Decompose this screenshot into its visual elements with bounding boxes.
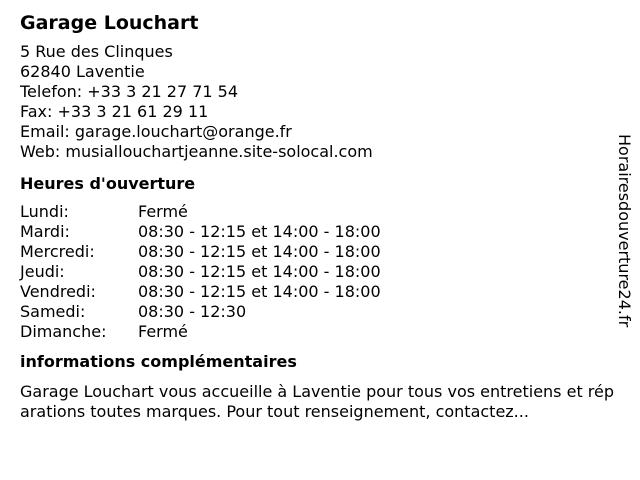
day-hours: Fermé	[138, 322, 188, 341]
day-label: Dimanche:	[20, 322, 107, 341]
day-hours: 08:30 - 12:15 et 14:00 - 18:00	[138, 222, 381, 241]
website-address: Web: musiallouchartjeanne.site-solocal.com	[20, 142, 373, 161]
day-hours: 08:30 - 12:30	[138, 302, 247, 321]
hours-row-thursday	[20, 262, 620, 282]
fax-number: Fax: +33 3 21 61 29 11	[20, 102, 209, 121]
phone-number: Telefon: +33 3 21 27 71 54	[20, 82, 239, 101]
hours-row-saturday	[20, 302, 620, 322]
hours-row-sunday	[20, 322, 620, 342]
address-street: 5 Rue des Clinques	[20, 42, 173, 61]
business-name: Garage Louchart	[20, 12, 199, 34]
day-label: Mercredi:	[20, 242, 95, 261]
hours-row-tuesday	[20, 222, 620, 242]
day-label: Lundi:	[20, 202, 69, 221]
business-card	[20, 10, 620, 422]
day-label: Mardi:	[20, 222, 70, 241]
hours-table	[20, 202, 620, 342]
info-heading: informations complémentaires	[20, 352, 297, 371]
hours-row-wednesday	[20, 242, 620, 262]
hours-heading: Heures d'ouverture	[20, 174, 196, 193]
info-description: Garage Louchart vous accueille à Laventie pour tous vos entretiens et réparations toutes marques. Pour tout renseignement, contactez...	[20, 382, 615, 421]
day-hours: Fermé	[138, 202, 188, 221]
day-label: Vendredi:	[20, 282, 96, 301]
day-hours: 08:30 - 12:15 et 14:00 - 18:00	[138, 262, 381, 281]
day-hours: 08:30 - 12:15 et 14:00 - 18:00	[138, 242, 381, 261]
day-label: Jeudi:	[20, 262, 65, 281]
site-watermark: Horairesdouverture24.fr	[615, 134, 634, 328]
email-address: Email: garage.louchart@orange.fr	[20, 122, 292, 141]
address-city: 62840 Laventie	[20, 62, 145, 81]
day-hours: 08:30 - 12:15 et 14:00 - 18:00	[138, 282, 381, 301]
day-label: Samedi:	[20, 302, 86, 321]
hours-row-monday	[20, 202, 620, 222]
hours-row-friday	[20, 282, 620, 302]
